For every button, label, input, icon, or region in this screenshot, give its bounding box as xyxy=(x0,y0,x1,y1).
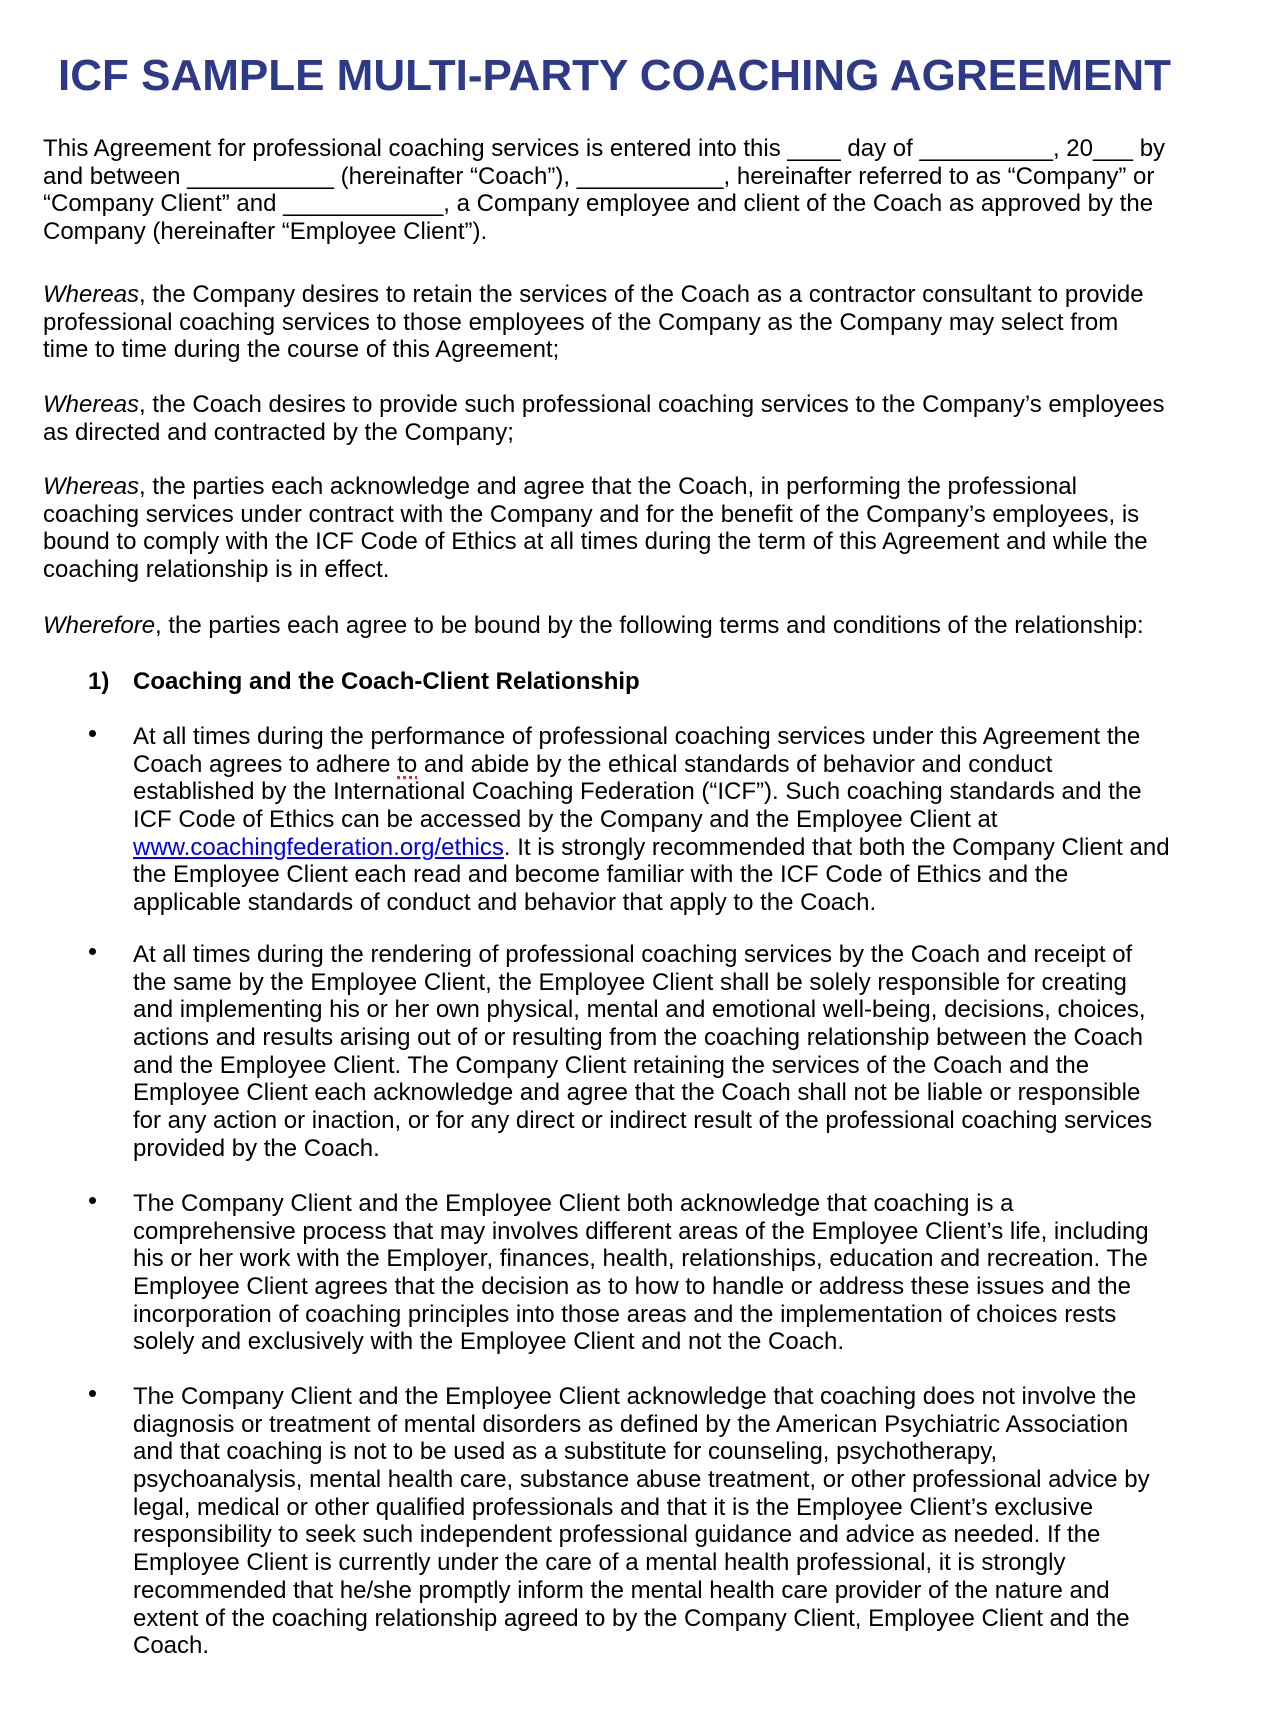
text-line: professional coaching services to those employees of the Company as the Company may select from xyxy=(43,308,1119,336)
bullet-text xyxy=(133,941,1243,1163)
text-line: This Agreement for professional coaching services is entered into this ____ day of __________, 20___ by xyxy=(43,135,1166,162)
section-number: 1) xyxy=(88,668,110,695)
text-line: ICF Code of Ethics can be accessed by the Company and the Employee Client at xyxy=(133,806,998,834)
text-line: coaching services under contract with the Company and for the benefit of the Company’s employees, is xyxy=(43,500,1140,528)
bullet-text xyxy=(133,1190,1243,1356)
text-line: and that coaching is not to be used as a substitute for counseling, psychotherapy, xyxy=(133,1438,998,1466)
text-run: , the parties each agree to be bound by the following terms and conditions of the relationship: xyxy=(155,612,1144,639)
bullet-icon xyxy=(89,1390,96,1397)
wherefore-paragraph xyxy=(43,612,1253,640)
text-line xyxy=(133,751,1243,779)
text-run: , the Coach desires to provide such professional coaching services to the Company’s employees xyxy=(139,391,1165,418)
whereas-lead: Whereas xyxy=(43,473,140,500)
text-line: At all times during the rendering of professional coaching services by the Coach and receipt of xyxy=(133,941,1133,968)
bullet-text xyxy=(133,723,1243,917)
text-line: psychoanalysis, mental health care, substance abuse treatment, or other professional advice by xyxy=(133,1466,1150,1494)
text-line: for any action or inaction, or for any direct or indirect result of the professional coaching services xyxy=(133,1107,1153,1135)
text-line: solely and exclusively with the Employee Client and not the Coach. xyxy=(133,1328,845,1356)
text-line xyxy=(133,834,1243,862)
text-line: provided by the Coach. xyxy=(133,1134,380,1162)
text-run: . It is strongly recommended that both the Company Client and xyxy=(503,833,1170,861)
text-line: and between ___________ (hereinafter “Coach”), ___________, hereinafter referred to as “Company” or xyxy=(43,162,1155,190)
ethics-link[interactable]: www.coachingfederation.org/ethics xyxy=(133,833,504,861)
bullet-icon xyxy=(89,948,96,955)
text-line xyxy=(43,281,1253,309)
text-line: time to time during the course of this Agreement; xyxy=(43,336,560,364)
text-line: the Employee Client each read and become familiar with the ICF Code of Ethics and the xyxy=(133,861,1069,889)
text-line: Coach. xyxy=(133,1632,210,1660)
text-line: Company (hereinafter “Employee Client”). xyxy=(43,218,488,246)
text-line: incorporation of coaching principles into those areas and the implementation of choices rests xyxy=(133,1300,1117,1328)
text-line: “Company Client” and ____________, a Company employee and client of the Coach as approved by the xyxy=(43,190,1154,218)
text-line: coaching relationship is in effect. xyxy=(43,556,390,584)
intro-paragraph xyxy=(43,135,1253,246)
text-line: responsibility to seek such independent professional guidance and advice as needed. If the xyxy=(133,1521,1101,1549)
text-run: , the parties each acknowledge and agree that the Coach, in performing the professional xyxy=(139,473,1077,500)
text-line: and implementing his or her own physical, mental and emotional well-being, decisions, choices, xyxy=(133,996,1146,1024)
text-line: extent of the coaching relationship agreed to by the Company Client, Employee Client and the xyxy=(133,1604,1130,1632)
text-line: actions and results arising out of or resulting from the coaching relationship between the Coach xyxy=(133,1024,1143,1052)
text-line: his or her work with the Employer, finances, health, relationships, education and recreation. The xyxy=(133,1245,1148,1273)
whereas-lead: Whereas xyxy=(43,281,140,308)
text-line: the same by the Employee Client, the Employee Client shall be solely responsible for creating xyxy=(133,968,1127,996)
text-line: as directed and contracted by the Company; xyxy=(43,418,514,446)
text-line: At all times during the performance of professional coaching services under this Agreement the xyxy=(133,723,1141,750)
text-line: and the Employee Client. The Company Client retaining the services of the Coach and the xyxy=(133,1051,1090,1079)
section-heading-text: Coaching and the Coach-Client Relationship xyxy=(133,668,640,695)
text-line: legal, medical or other qualified professionals and that it is the Employee Client’s exclusive xyxy=(133,1493,1094,1521)
whereas-paragraph-2 xyxy=(43,391,1253,446)
text-line: recommended that he/she promptly inform the mental health care provider of the nature and xyxy=(133,1576,1110,1604)
whereas-paragraph-1 xyxy=(43,281,1253,364)
text-line xyxy=(43,391,1253,419)
bullet-icon xyxy=(89,730,96,737)
text-line xyxy=(43,473,1253,501)
text-line: Employee Client is currently under the care of a mental health professional, it is strongly xyxy=(133,1549,1066,1577)
text-line: bound to comply with the ICF Code of Ethics at all times during the term of this Agreement and while the xyxy=(43,528,1148,556)
text-run: and abide by the ethical standards of behavior and conduct xyxy=(417,750,1053,778)
bullet-icon xyxy=(89,1197,96,1204)
document-title: ICF SAMPLE MULTI-PARTY COACHING AGREEMENT xyxy=(58,51,1172,100)
text-line: comprehensive process that may involves different areas of the Employee Client’s life, including xyxy=(133,1217,1149,1245)
whereas-lead: Whereas xyxy=(43,391,140,418)
text-line: diagnosis or treatment of mental disorders as defined by the American Psychiatric Association xyxy=(133,1410,1129,1438)
text-line: Employee Client agrees that the decision as to how to handle or address these issues and the xyxy=(133,1273,1131,1301)
whereas-paragraph-3 xyxy=(43,473,1253,584)
text-line: The Company Client and the Employee Client both acknowledge that coaching is a xyxy=(133,1190,1014,1217)
text-line: applicable standards of conduct and behavior that apply to the Coach. xyxy=(133,889,877,917)
spellcheck-flagged-word[interactable]: to xyxy=(397,750,418,778)
text-line: The Company Client and the Employee Client acknowledge that coaching does not involve the xyxy=(133,1383,1137,1410)
text-line: Employee Client each acknowledge and agree that the Coach shall not be liable or responsible xyxy=(133,1079,1141,1107)
text-run: , the Company desires to retain the services of the Coach as a contractor consultant to provide xyxy=(139,281,1144,308)
wherefore-lead: Wherefore xyxy=(43,612,156,639)
text-line: established by the International Coaching Federation (“ICF”). Such coaching standards and the xyxy=(133,778,1142,806)
text-run: Coach agrees to adhere xyxy=(133,750,398,778)
bullet-text xyxy=(133,1383,1243,1660)
text-line xyxy=(43,612,1253,640)
